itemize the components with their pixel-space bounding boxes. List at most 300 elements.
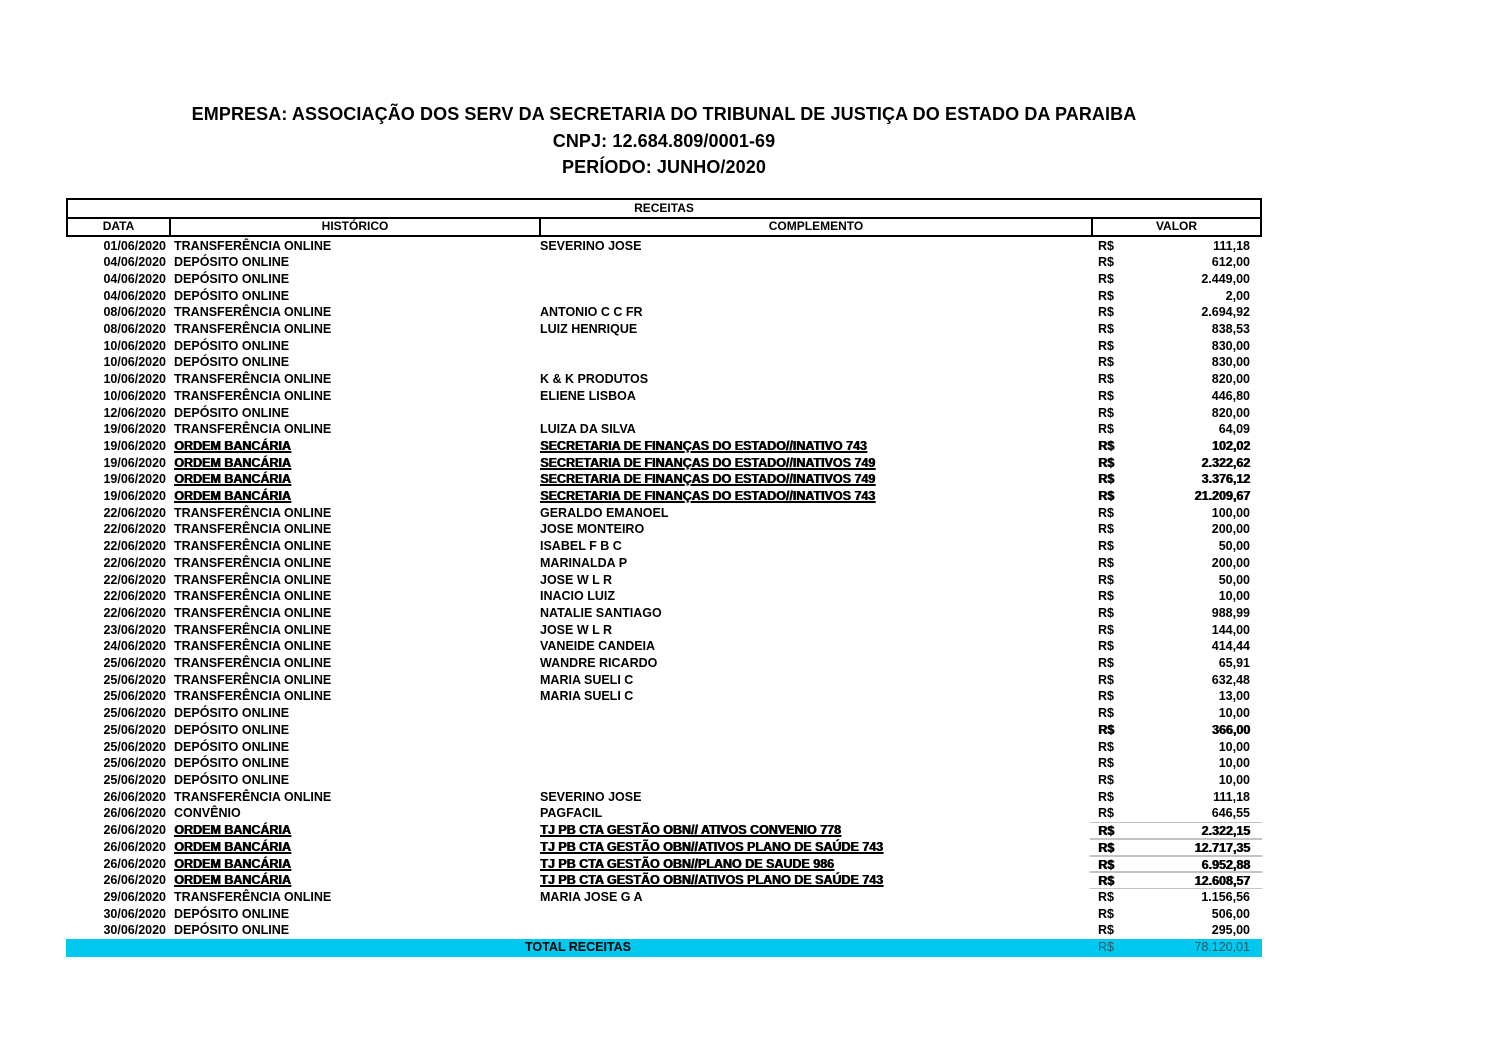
row-historico-text: TRANSFERÊNCIA ONLINE [174, 622, 332, 637]
row-complemento-text: SEVERINO JOSE [540, 238, 642, 253]
row-historico-text: TRANSFERÊNCIA ONLINE [174, 689, 332, 704]
row-currency-symbol: R$ [1098, 438, 1114, 453]
row-currency-symbol: R$ [1098, 689, 1114, 704]
row-complemento [538, 906, 1090, 923]
total-value: 78.120,01 [1194, 940, 1250, 955]
total-value-cell [1090, 939, 1262, 957]
row-value-cell [1090, 288, 1262, 305]
row-currency-symbol: R$ [1098, 405, 1114, 420]
table-row [66, 872, 1262, 889]
row-complemento-text: MARINALDA P [540, 555, 628, 570]
row-value: 506,00 [1211, 906, 1250, 921]
row-complemento [538, 538, 1090, 555]
row-value: 111,18 [1213, 789, 1250, 804]
row-date: 26/06/2020 [103, 789, 166, 804]
row-date: 08/06/2020 [103, 322, 166, 337]
row-complemento-text: SECRETARIA DE FINANÇAS DO ESTADO//INATIVOS 743 [540, 489, 875, 504]
row-historico [168, 488, 538, 505]
row-date: 26/06/2020 [103, 856, 166, 871]
table-row [66, 271, 1262, 288]
row-currency-symbol: R$ [1098, 722, 1114, 737]
row-value-cell [1090, 755, 1262, 772]
row-historico-text: TRANSFERÊNCIA ONLINE [174, 539, 332, 554]
row-date: 26/06/2020 [103, 823, 166, 838]
row-date: 19/06/2020 [103, 472, 166, 487]
row-historico-text: ORDEM BANCÁRIA [174, 472, 291, 487]
row-historico-text: DEPÓSITO ONLINE [174, 255, 290, 270]
row-historico [168, 455, 538, 472]
row-complemento [538, 438, 1090, 455]
row-value-cell [1090, 588, 1262, 605]
row-complemento [538, 388, 1090, 405]
row-value: 100,00 [1211, 505, 1250, 520]
row-date: 25/06/2020 [103, 656, 166, 671]
row-historico [168, 388, 538, 405]
row-value: 820,00 [1211, 372, 1250, 387]
receitas-table [66, 198, 1262, 957]
row-date: 22/06/2020 [103, 505, 166, 520]
row-value-cell [1090, 555, 1262, 572]
row-value: 21.209,67 [1194, 489, 1250, 504]
table-row [66, 421, 1262, 438]
row-currency-symbol: R$ [1098, 589, 1114, 604]
row-value-cell [1090, 371, 1262, 388]
table-row [66, 488, 1262, 505]
row-value: 838,53 [1211, 322, 1250, 337]
row-currency-symbol: R$ [1098, 789, 1114, 804]
row-currency-symbol: R$ [1098, 255, 1114, 270]
row-complemento-text: TJ PB CTA GESTÃO OBN//ATIVOS PLANO DE SAÚDE 743 [540, 873, 883, 888]
row-currency-symbol: R$ [1098, 305, 1114, 320]
row-currency-symbol: R$ [1098, 539, 1114, 554]
row-complemento-text: LUIZA DA SILVA [540, 422, 636, 437]
column-header-data: DATA [68, 219, 171, 235]
table-row [66, 405, 1262, 422]
row-date: 22/06/2020 [103, 522, 166, 537]
row-value-cell [1090, 789, 1262, 806]
row-complemento [538, 421, 1090, 438]
table-header-box [66, 198, 1262, 237]
row-currency-symbol: R$ [1098, 840, 1114, 855]
row-complemento [538, 638, 1090, 655]
row-value: 2.694,92 [1201, 305, 1250, 320]
row-value-cell [1090, 605, 1262, 622]
row-date: 25/06/2020 [103, 689, 166, 704]
row-date: 19/06/2020 [103, 438, 166, 453]
table-row [66, 254, 1262, 271]
row-currency-symbol: R$ [1098, 455, 1114, 470]
row-historico-text: DEPÓSITO ONLINE [174, 756, 290, 771]
row-value-cell [1090, 638, 1262, 655]
row-historico-text: DEPÓSITO ONLINE [174, 739, 290, 754]
row-complemento [538, 755, 1090, 772]
row-currency-symbol: R$ [1098, 271, 1114, 286]
row-value-cell [1090, 889, 1262, 906]
row-historico [168, 304, 538, 321]
row-historico-text: TRANSFERÊNCIA ONLINE [174, 555, 332, 570]
row-value-cell [1090, 688, 1262, 705]
row-complemento [538, 672, 1090, 689]
row-complemento [538, 922, 1090, 939]
row-complemento [538, 805, 1090, 822]
row-complemento-text: PAGFACIL [540, 806, 603, 821]
row-complemento [538, 722, 1090, 739]
row-value: 10,00 [1218, 773, 1250, 787]
row-value-cell [1090, 271, 1262, 288]
row-complemento-text: WANDRE RICARDO [540, 656, 658, 671]
row-value-cell [1090, 238, 1262, 255]
row-complemento [538, 872, 1090, 889]
row-date: 22/06/2020 [103, 572, 166, 587]
row-value: 10,00 [1218, 706, 1250, 721]
row-historico [168, 638, 538, 655]
row-value-cell [1090, 805, 1262, 822]
row-currency-symbol: R$ [1098, 622, 1114, 637]
table-row [66, 521, 1262, 538]
row-historico [168, 354, 538, 371]
row-complemento [538, 354, 1090, 371]
row-historico [168, 321, 538, 338]
row-currency-symbol: R$ [1098, 388, 1114, 403]
table-row [66, 371, 1262, 388]
row-complemento-text: SEVERINO JOSE [540, 789, 642, 804]
row-historico [168, 722, 538, 739]
row-complemento [538, 588, 1090, 605]
column-header-complemento: COMPLEMENTO [541, 219, 1093, 235]
row-historico [168, 839, 538, 856]
report-document [66, 0, 1262, 957]
row-value: 414,44 [1211, 639, 1250, 654]
row-complemento [538, 455, 1090, 472]
table-row [66, 605, 1262, 622]
row-historico [168, 622, 538, 639]
table-row [66, 555, 1262, 572]
row-date: 04/06/2020 [103, 271, 166, 286]
total-currency-symbol: R$ [1098, 940, 1114, 955]
row-historico [168, 271, 538, 288]
table-row [66, 388, 1262, 405]
row-value-cell [1090, 672, 1262, 689]
row-complemento [538, 471, 1090, 488]
row-complemento [538, 856, 1090, 873]
row-complemento-text: ELIENE LISBOA [540, 388, 636, 403]
company-cnpj: CNPJ: 12.684.809/0001-69 [552, 130, 776, 151]
row-historico-text: TRANSFERÊNCIA ONLINE [174, 522, 332, 537]
row-currency-symbol: R$ [1098, 874, 1114, 889]
row-value-cell [1090, 739, 1262, 756]
table-row [66, 705, 1262, 722]
row-date: 26/06/2020 [103, 839, 166, 854]
row-date: 29/06/2020 [103, 889, 166, 904]
row-complemento-text: MARIA SUELI C [540, 672, 634, 687]
row-currency-symbol: R$ [1098, 906, 1114, 921]
row-complemento-text: JOSE W L R [540, 572, 613, 587]
row-complemento [538, 371, 1090, 388]
row-historico-text: ORDEM BANCÁRIA [174, 873, 291, 888]
row-historico-text: TRANSFERÊNCIA ONLINE [174, 589, 332, 604]
row-value: 2.449,00 [1201, 271, 1250, 286]
row-currency-symbol: R$ [1098, 857, 1114, 872]
table-row [66, 889, 1262, 906]
row-value: 64,09 [1218, 422, 1250, 437]
row-complemento [538, 321, 1090, 338]
row-value: 144,00 [1211, 622, 1250, 637]
row-date: 04/06/2020 [103, 288, 166, 303]
row-date: 23/06/2020 [103, 622, 166, 637]
row-currency-symbol: R$ [1098, 773, 1114, 787]
row-complemento-text: K & K PRODUTOS [540, 372, 649, 387]
row-currency-symbol: R$ [1098, 756, 1114, 771]
row-currency-symbol: R$ [1098, 672, 1114, 687]
row-currency-symbol: R$ [1098, 656, 1114, 671]
row-value: 820,00 [1211, 405, 1250, 420]
row-complemento [538, 789, 1090, 806]
row-date: 22/06/2020 [103, 539, 166, 554]
table-row [66, 722, 1262, 739]
row-historico-text: DEPÓSITO ONLINE [174, 906, 290, 921]
row-historico-text: DEPÓSITO ONLINE [174, 288, 290, 303]
row-value: 10,00 [1218, 739, 1250, 754]
table-row [66, 638, 1262, 655]
row-historico [168, 338, 538, 355]
row-currency-symbol: R$ [1098, 322, 1114, 337]
row-value: 1.156,56 [1201, 889, 1250, 904]
row-value: 111,18 [1213, 238, 1250, 253]
row-complemento [538, 622, 1090, 639]
row-value: 830,00 [1211, 355, 1250, 370]
row-date: 22/06/2020 [103, 589, 166, 604]
row-value-cell [1090, 655, 1262, 672]
row-date: 24/06/2020 [103, 639, 166, 654]
row-complemento [538, 822, 1090, 839]
row-historico [168, 889, 538, 906]
row-complemento [538, 521, 1090, 538]
section-title: RECEITAS [68, 200, 1260, 219]
row-historico [168, 421, 538, 438]
row-complemento-text: LUIZ HENRIQUE [540, 322, 638, 337]
table-row [66, 622, 1262, 639]
row-value-cell [1090, 354, 1262, 371]
row-currency-symbol: R$ [1098, 889, 1114, 904]
row-historico [168, 755, 538, 772]
report-period: PERÍODO: JUNHO/2020 [562, 157, 766, 177]
row-value: 12.717,35 [1194, 840, 1250, 855]
table-row [66, 338, 1262, 355]
row-complemento-text: NATALIE SANTIAGO [540, 605, 662, 620]
row-value-cell [1090, 471, 1262, 488]
row-historico [168, 238, 538, 255]
row-date: 30/06/2020 [103, 923, 166, 938]
row-historico [168, 288, 538, 305]
row-complemento-text: VANEIDE CANDEIA [540, 639, 656, 654]
row-value-cell [1090, 622, 1262, 639]
row-historico [168, 805, 538, 822]
table-row [66, 471, 1262, 488]
row-complemento-text: SECRETARIA DE FINANÇAS DO ESTADO//INATIVO 743 [540, 438, 867, 453]
row-date: 25/06/2020 [103, 706, 166, 721]
row-historico-text: ORDEM BANCÁRIA [174, 438, 291, 453]
row-value: 13,00 [1218, 689, 1250, 704]
row-historico-text: TRANSFERÊNCIA ONLINE [174, 672, 332, 687]
row-historico [168, 655, 538, 672]
row-historico-text: CONVÊNIO [174, 806, 241, 821]
report-header [66, 101, 1262, 181]
row-value-cell [1090, 488, 1262, 505]
table-row [66, 772, 1262, 789]
row-complemento [538, 338, 1090, 355]
table-row [66, 839, 1262, 856]
table-row [66, 238, 1262, 255]
row-historico [168, 856, 538, 873]
row-complemento [538, 254, 1090, 271]
row-currency-symbol: R$ [1098, 238, 1114, 253]
row-historico [168, 672, 538, 689]
row-value-cell [1090, 772, 1262, 789]
table-row [66, 739, 1262, 756]
row-currency-symbol: R$ [1098, 372, 1114, 387]
table-row [66, 755, 1262, 772]
table-row [66, 655, 1262, 672]
row-historico [168, 705, 538, 722]
row-value-cell [1090, 856, 1262, 873]
row-value: 65,91 [1218, 656, 1250, 671]
row-value: 632,48 [1211, 672, 1250, 687]
row-historico [168, 688, 538, 705]
row-historico [168, 371, 538, 388]
row-complemento [538, 555, 1090, 572]
row-historico-text: TRANSFERÊNCIA ONLINE [174, 572, 332, 587]
row-complemento-text: JOSE W L R [540, 622, 613, 637]
table-body [66, 238, 1262, 940]
row-complemento-text: TJ PB CTA GESTÃO OBN//PLANO DE SAUDE 986 [540, 856, 834, 871]
row-value-cell [1090, 388, 1262, 405]
table-row [66, 906, 1262, 923]
total-label: TOTAL RECEITAS [524, 940, 632, 955]
row-currency-symbol: R$ [1098, 555, 1114, 570]
row-historico [168, 739, 538, 756]
row-historico [168, 471, 538, 488]
row-historico-text: TRANSFERÊNCIA ONLINE [174, 238, 332, 253]
row-complemento [538, 271, 1090, 288]
row-historico [168, 772, 538, 789]
row-value: 295,00 [1211, 923, 1250, 938]
table-row [66, 672, 1262, 689]
row-date: 22/06/2020 [103, 605, 166, 620]
row-historico-text: TRANSFERÊNCIA ONLINE [174, 305, 332, 320]
row-value: 612,00 [1211, 255, 1250, 270]
row-date: 04/06/2020 [103, 255, 166, 270]
row-historico [168, 555, 538, 572]
row-historico-text: DEPÓSITO ONLINE [174, 271, 290, 286]
row-historico-text: TRANSFERÊNCIA ONLINE [174, 422, 332, 437]
row-complemento [538, 688, 1090, 705]
row-value: 200,00 [1211, 522, 1250, 537]
table-row [66, 304, 1262, 321]
row-historico-text: TRANSFERÊNCIA ONLINE [174, 789, 332, 804]
column-header-row [68, 219, 1260, 235]
row-complemento [538, 488, 1090, 505]
row-complemento [538, 889, 1090, 906]
row-date: 10/06/2020 [103, 388, 166, 403]
row-currency-symbol: R$ [1098, 639, 1114, 654]
row-historico-text: TRANSFERÊNCIA ONLINE [174, 505, 332, 520]
row-date: 25/06/2020 [103, 672, 166, 687]
row-historico-text: DEPÓSITO ONLINE [174, 338, 290, 353]
row-date: 26/06/2020 [103, 806, 166, 821]
row-complemento-text: INACIO LUIZ [540, 589, 615, 604]
row-currency-symbol: R$ [1098, 422, 1114, 437]
row-currency-symbol: R$ [1098, 505, 1114, 520]
row-value: 988,99 [1211, 605, 1250, 620]
row-value: 830,00 [1211, 338, 1250, 353]
row-currency-symbol: R$ [1098, 923, 1114, 938]
row-complemento-text: MARIA JOSE G A [540, 889, 643, 904]
row-date: 01/06/2020 [103, 238, 166, 253]
column-header-historico: HISTÓRICO [171, 219, 541, 235]
company-title: EMPRESA: ASSOCIAÇÃO DOS SERV DA SECRETARIA DO TRIBUNAL DE JUSTIÇA DO ESTADO DA PARAIBA [191, 104, 1137, 124]
row-historico [168, 922, 538, 939]
row-complemento-text: TJ PB CTA GESTÃO OBN// ATIVOS CONVENIO 778 [540, 823, 841, 838]
row-value: 12.608,57 [1194, 874, 1250, 889]
table-row [66, 789, 1262, 806]
row-complemento [538, 739, 1090, 756]
row-currency-symbol: R$ [1098, 806, 1114, 821]
row-currency-symbol: R$ [1098, 824, 1114, 839]
row-historico-text: ORDEM BANCÁRIA [174, 839, 291, 854]
row-historico-text: TRANSFERÊNCIA ONLINE [174, 605, 332, 620]
row-historico [168, 521, 538, 538]
row-currency-symbol: R$ [1098, 605, 1114, 620]
row-value: 10,00 [1218, 756, 1250, 771]
row-historico [168, 538, 538, 555]
row-currency-symbol: R$ [1098, 572, 1114, 587]
row-value: 102,02 [1211, 438, 1250, 453]
row-complemento-text: TJ PB CTA GESTÃO OBN//ATIVOS PLANO DE SAÚDE 743 [540, 839, 883, 854]
row-currency-symbol: R$ [1098, 739, 1114, 754]
row-date: 08/06/2020 [103, 305, 166, 320]
table-row [66, 438, 1262, 455]
row-value: 6.952,88 [1201, 857, 1250, 872]
row-historico-text: ORDEM BANCÁRIA [174, 856, 291, 871]
table-row [66, 856, 1262, 873]
row-value-cell [1090, 922, 1262, 939]
row-complemento [538, 605, 1090, 622]
column-header-valor: VALOR [1155, 218, 1198, 233]
row-historico [168, 789, 538, 806]
row-date: 22/06/2020 [103, 555, 166, 570]
row-value: 50,00 [1218, 539, 1250, 554]
row-value: 200,00 [1211, 555, 1250, 570]
row-historico-text: ORDEM BANCÁRIA [174, 455, 291, 470]
row-historico-text: DEPÓSITO ONLINE [174, 722, 290, 737]
row-date: 10/06/2020 [103, 372, 166, 387]
row-value-cell [1090, 521, 1262, 538]
row-historico-text: DEPÓSITO ONLINE [174, 773, 290, 787]
row-value: 2.322,62 [1201, 455, 1250, 470]
row-complemento-text: ISABEL F B C [540, 539, 622, 554]
row-historico [168, 572, 538, 589]
table-row [66, 572, 1262, 589]
row-complemento-text: SECRETARIA DE FINANÇAS DO ESTADO//INATIVOS 749 [540, 455, 875, 470]
row-date: 26/06/2020 [103, 873, 166, 888]
row-complemento-text: MARIA SUELI C [540, 689, 634, 704]
row-currency-symbol: R$ [1098, 489, 1114, 504]
row-value: 646,55 [1211, 806, 1250, 821]
row-historico-text: TRANSFERÊNCIA ONLINE [174, 656, 332, 671]
table-row [66, 822, 1262, 839]
table-row [66, 688, 1262, 705]
row-value-cell [1090, 321, 1262, 338]
